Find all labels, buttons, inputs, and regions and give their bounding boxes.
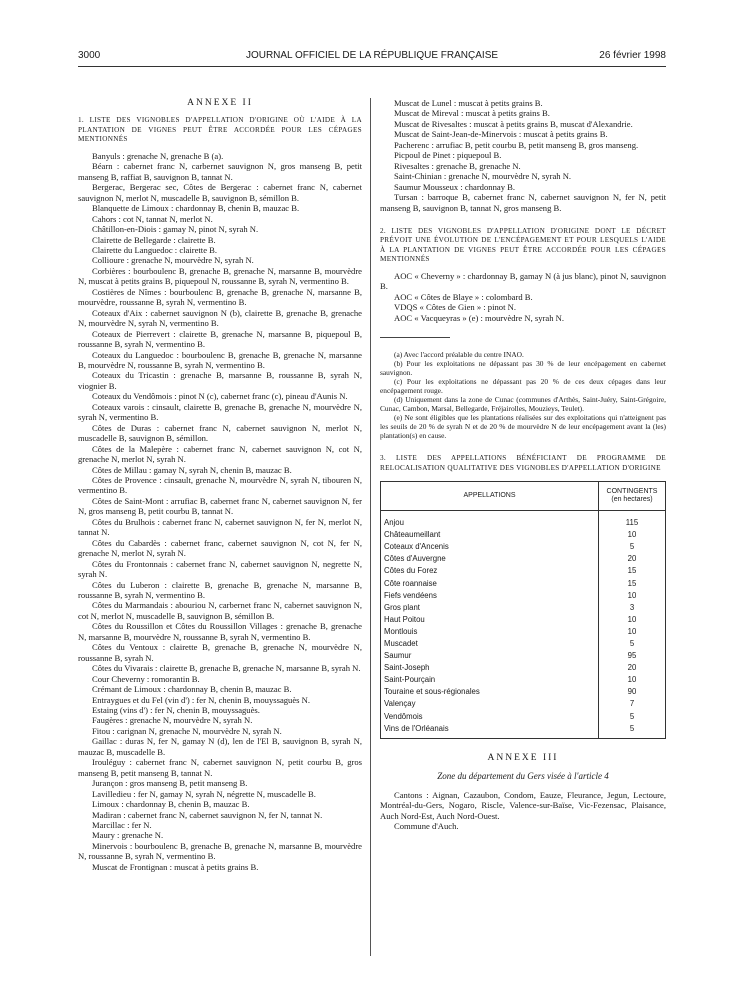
aoc-entry: VDQS « Côtes de Gien » : pinot N.	[394, 302, 516, 313]
annexe-iii-title: ANNEXE III	[487, 752, 559, 763]
vineyard-entry: Clairette du Languedoc : clairette B.	[92, 245, 218, 256]
annexe-ii-title: ANNEXE II	[187, 98, 253, 108]
vineyard-entry: Côtes du Ventoux : clairette B, grenache B, grenache N, mourvèdre N, roussanne B, syrah N.	[78, 642, 362, 663]
vineyard-entry: Côtes du Vivarais : clairette B, grenache B, grenache N, marsanne B, syrah N.	[92, 663, 361, 674]
appellation-name: Fiefs vendéens	[381, 590, 599, 602]
footnote: (e) Ne sont éligibles que les plantations réalisées sur des exploitations qui n'atteignent pas les seuils de 20 % de syrah N et de 20 % de mourvèdre N de leur encépagement avant la (les) plantation(s) en cause.	[380, 413, 666, 441]
vineyard-entry: Muscat de Frontignan : muscat à petits grains B.	[92, 861, 259, 872]
vineyard-entry: Coteaux du Tricastin : grenache B, marsanne B, roussanne B, syrah N, viognier B.	[78, 370, 362, 391]
vineyard-entry: Côtes du Luberon : clairette B, grenache B, grenache N, marsanne B, roussanne B, syrah N, vermentino B.	[78, 579, 362, 600]
col-header-contingents: CONTINGENTS (en hectares)	[599, 482, 666, 511]
contingent-value: 3	[599, 602, 666, 614]
right-column	[380, 98, 666, 832]
left-column	[78, 98, 362, 872]
footnote: (a) Avec l'accord préalable du centre INAO.	[394, 350, 524, 360]
column-divider	[370, 98, 371, 956]
appellation-name: Vendômois	[381, 711, 599, 723]
vineyard-entry: Côtes du Marmandais : abouriou N, carbernet franc N, cabernet sauvignon N, cot N, merlot N, muscadelle B, sauvignon B, sémillon B.	[78, 600, 362, 621]
appellation-name: Montlouis	[381, 626, 599, 638]
vineyard-entry: Pacherenc : arrufiac B, petit courbu B, petit manseng B, gros manseng.	[394, 139, 639, 150]
footnote: (d) Uniquement dans la zone de Cunac (communes d'Arthès, Saint-Juéry, Saint-Grégoire, Cunac, Cambon, Marsal, Bellegarde, Fréjairolles, Mouzieys, Teulet).	[380, 395, 666, 414]
vineyard-entry: Coteaux du Languedoc : bourboulenc B, grenache B, grenache N, marsanne B, mourvèdre N, roussanne B, syrah N, vermentino B.	[78, 349, 362, 371]
table-row	[381, 711, 666, 723]
contingent-value: 95	[599, 650, 666, 662]
vineyard-entry: Côtes du Roussillon et Côtes du Roussillon Villages : grenache B, grenache N, marsanne B, mourvèdre N, roussanne B, syrah N, vermentino B.	[78, 621, 362, 642]
contingent-value: 15	[599, 578, 666, 590]
section-2-list	[380, 271, 666, 323]
vineyard-entry: Muscat de Saint-Jean-de-Minervois : muscat à petits grains B.	[394, 129, 608, 140]
vineyard-entry: Limoux : chardonnay B, chenin B, mauzac B.	[92, 799, 250, 810]
appellation-name: Gros plant	[381, 602, 599, 614]
vineyard-entry: Rivesaltes : grenache B, grenache N.	[394, 160, 521, 171]
footnote: (b) Pour les exploitations ne dépassant pas 30 % de leur encépagement en cabernet sauvignon.	[380, 359, 666, 378]
vineyard-entry: Côtes de Duras : cabernet franc N, cabernet sauvignon N, merlot N, muscadelle B, sauvignon B, sémillon.	[78, 422, 362, 444]
table-row	[381, 541, 666, 553]
vineyard-entry: Côtes de Saint-Mont : arrufiac B, cabernet franc N, cabernet sauvignon N, fer N, gros manseng B, petit courbu B, tannat N.	[78, 495, 362, 517]
vineyard-entry: Minervois : bourboulenc B, grenache B, grenache N, marsanne B, mourvèdre N, roussanne B, syrah N, vermentino B.	[78, 840, 362, 862]
table-row	[381, 662, 666, 674]
vineyard-entry: Saint-Chinian : grenache N, mourvèdre N, syrah N.	[394, 171, 572, 182]
vineyard-entry: Costières de Nîmes : bourboulenc B, grenache B, grenache N, marsanne B, mourvèdre, roussanne B, syrah N, vermentino B.	[78, 286, 362, 308]
vineyard-entry: Bergerac, Bergerac sec, Côtes de Bergerac : cabernet franc N, cabernet sauvignon N, merlot N, muscadelle B, sauvignon B, sémillon B.	[78, 182, 362, 203]
contingent-value: 10	[599, 590, 666, 602]
table-row	[381, 602, 666, 614]
section-3-title: 3. LISTE DES APPELLATIONS BÉNÉFICIANT DE PROGRAMME DE RELOCALISATION QUALITATIVE DES VIGNOBLES D'APPELLATION D'ORIGINE	[380, 454, 666, 472]
vineyard-entry: Coteaux varois : cinsault, clairette B, grenache B, grenache N, mourvèdre N, syrah N, vermentino B.	[78, 401, 362, 423]
vineyard-entry: Marcillac : fer N.	[92, 819, 152, 830]
zone-title: Zone du département du Gers visée à l'article 4	[437, 771, 609, 782]
vineyard-list-right	[380, 98, 666, 213]
appellation-name: Châteaumeillant	[381, 529, 599, 541]
vineyard-entry: Côtes du Frontonnais : cabernet franc N, cabernet sauvignon N, negrette N, syrah N.	[78, 558, 362, 580]
vineyard-entry: Muscat de Lunel : muscat à petits grains B.	[394, 98, 543, 108]
vineyard-entry: Coteaux du Vendômois : pinot N (c), cabernet franc (c), pineau d'Aunis N.	[92, 391, 348, 402]
vineyard-entry: Côtes du Cabardès : cabernet franc, cabernet sauvignon N, cot N, fer N, grenache N, merlot N, syrah N.	[78, 537, 362, 559]
table-row	[381, 650, 666, 662]
table-row	[381, 554, 666, 566]
appellation-name: Côte roannaise	[381, 578, 599, 590]
contingent-value: 15	[599, 566, 666, 578]
vineyard-entry: Gaillac : duras N, fer N, gamay N (d), len de l'El B, sauvignon B, syrah N, mauzac B, muscadelle B.	[78, 736, 362, 757]
page-number: 3000	[78, 50, 101, 61]
table-row	[381, 578, 666, 590]
vineyard-entry: Faugères : grenache N, mourvèdre N, syrah N.	[92, 715, 253, 726]
vineyard-entry: Collioure : grenache N, mourvèdre N, syrah N.	[92, 255, 254, 266]
appellation-name: Saumur	[381, 650, 599, 662]
vineyard-list-left	[78, 151, 362, 872]
aoc-entry: AOC « Cheverny » : chardonnay B, gamay N (à jus blanc), pinot N, sauvignon B.	[380, 270, 666, 292]
table-row	[381, 529, 666, 541]
col-header-appellations: APPELLATIONS	[381, 482, 599, 511]
contingent-value: 10	[599, 674, 666, 686]
vineyard-entry: Béarn : cabernet franc N, carbernet sauvignon N, gros manseng B, petit manseng B, raffiat B, sauvignon B, tannat N.	[78, 161, 362, 182]
vineyard-entry: Côtes de Millau : gamay N, syrah N, chenin B, mauzac B.	[92, 464, 292, 475]
table-row	[381, 638, 666, 650]
vineyard-entry: Fitou : carignan N, grenache N, mourvèdre N, syrah N.	[92, 725, 282, 736]
vineyard-entry: Côtes du Brulhois : cabernet franc N, cabernet sauvignon N, fer N, merlot N, tannat N.	[78, 516, 362, 538]
appellation-name: Muscadet	[381, 638, 599, 650]
vineyard-entry: Côtes de Provence : cinsault, grenache N, mourvèdre N, syrah N, tibouren N, vermentino B.	[78, 475, 362, 496]
contingent-value: 20	[599, 662, 666, 674]
vineyard-entry: Maury : grenache N.	[92, 830, 164, 841]
table-row	[381, 590, 666, 602]
table-row	[381, 614, 666, 626]
appellation-name: Côtes du Forez	[381, 566, 599, 578]
section-2-title: 2. LISTE DES VIGNOBLES D'APPELLATION D'ORIGINE DONT LE DÉCRET PRÉVOIT UNE ÉVOLUTION DE L'ENCÉPAGEMENT ET POUR LESQUELS L'AIDE À LA PLANTATION DE VIGNES PEUT ÊTRE ACCORDÉE POUR LES CÉPAGES MENTIONNÉS	[380, 226, 666, 264]
vineyard-entry: Muscat de Rivesaltes : muscat à petits grains B, muscat d'Alexandrie.	[394, 118, 633, 129]
vineyard-entry: Blanquette de Limoux : chardonnay B, chenin B, mauzac B.	[92, 203, 300, 214]
section-1-title: 1. LISTE DES VIGNOBLES D'APPELLATION D'ORIGINE OÙ L'AIDE À LA PLANTATION DE VIGNES PEUT ÊTRE ACCORDÉE POUR LES CÉPAGES MENTIONNÉS	[78, 116, 362, 144]
vineyard-entry: Banyuls : grenache N, grenache B (a).	[92, 150, 224, 161]
table-row	[381, 699, 666, 711]
contingent-value: 5	[599, 638, 666, 650]
vineyard-entry: Corbières : bourboulenc B, grenache B, grenache N, marsanne B, mourvèdre N, muscat à petits grains B, piquepoul N, roussanne B, syrah N, vermentino B.	[78, 265, 362, 287]
table-row	[381, 566, 666, 578]
header-rule	[78, 66, 666, 67]
contingent-value: 90	[599, 687, 666, 699]
contingent-value: 115	[599, 511, 666, 530]
aoc-entry: AOC « Vacqueyras » (e) : mourvèdre N, syrah N.	[394, 312, 564, 323]
vineyard-entry: Estaing (vins d') : fer N, chenin B, mouyssaguès.	[92, 704, 260, 715]
footnote-rule	[380, 337, 450, 338]
appellation-name: Anjou	[381, 511, 599, 530]
table-row	[381, 511, 666, 530]
contingent-value: 10	[599, 626, 666, 638]
vineyard-entry: Coteaux d'Aix : cabernet sauvignon N (b), clairette B, grenache B, grenache N, mourvèdre N, syrah N, vermentino B.	[78, 307, 362, 329]
contingent-value: 10	[599, 614, 666, 626]
contingents-table	[380, 481, 666, 739]
commune-paragraph: Commune d'Auch.	[394, 821, 459, 832]
vineyard-entry: Muscat de Mireval : muscat à petits grains B.	[394, 108, 550, 119]
vineyard-entry: Clairette de Bellegarde : clairette B.	[92, 234, 216, 245]
contingent-value: 5	[599, 723, 666, 739]
vineyard-entry: Lavilledieu : fer N, gamay N, syrah N, négrette N, muscadelle B.	[92, 788, 316, 799]
footnotes	[380, 350, 666, 440]
appellation-name: Côtes d'Auvergne	[381, 554, 599, 566]
vineyard-entry: Entraygues et du Fel (vin d') : fer N, chenin B, mouyssaguès N.	[92, 694, 311, 705]
contingent-value: 10	[599, 529, 666, 541]
contingent-value: 7	[599, 699, 666, 711]
appellation-name: Valençay	[381, 699, 599, 711]
vineyard-entry: Coteaux de Pierrevert : clairette B, grenache N, marsanne B, piquepoul B, roussanne B, syrah N, vermentino B.	[78, 328, 362, 350]
table-row	[381, 674, 666, 686]
table-row	[381, 687, 666, 699]
appellation-name: Touraine et sous-régionales	[381, 687, 599, 699]
contingent-value: 5	[599, 541, 666, 553]
aoc-entry: AOC « Côtes de Blaye » : colombard B.	[394, 291, 533, 302]
vineyard-entry: Tursan : barroque B, cabernet franc N, cabernet sauvignon N, fer N, petit manseng B, sauvignon B, tannat N, gros manseng B.	[380, 192, 666, 213]
vineyard-entry: Côtes de la Malepère : cabernet franc N, cabernet sauvignon N, cot N, grenache N, merlot N, syrah N.	[78, 443, 362, 465]
appellation-name: Haut Poitou	[381, 614, 599, 626]
publication-date: 26 février 1998	[599, 50, 666, 61]
cantons-paragraph: Cantons : Aignan, Cazaubon, Condom, Eauze, Fleurance, Jegun, Lectoure, Montréal-du-Gers, Nogaro, Riscle, Valence-sur-Baïse, Vic-Fezensac, Plaisance, Auch Nord-Est, Auch Nord-Ouest.	[380, 789, 666, 821]
vineyard-entry: Jurançon : gros manseng B, petit manseng B.	[92, 778, 248, 789]
vineyard-entry: Madiran : cabernet franc N, cabernet sauvignon N, fer N, tannat N.	[92, 809, 323, 820]
vineyard-entry: Picpoul de Pinet : piquepoul B.	[394, 150, 502, 161]
appellation-name: Coteaux d'Ancenis	[381, 541, 599, 553]
vineyard-entry: Châtillon-en-Diois : gamay N, pinot N, syrah N.	[92, 224, 259, 235]
page-header	[78, 50, 666, 64]
vineyard-entry: Cahors : cot N, tannat N, merlot N.	[92, 213, 213, 224]
table-row	[381, 723, 666, 739]
footnote: (c) Pour les exploitations ne dépassant pas 20 % de ces deux cépages dans leur encépagement rouge.	[380, 377, 666, 396]
vineyard-entry: Cour Cheverny : romorantin B.	[92, 673, 200, 684]
journal-title: JOURNAL OFFICIEL DE LA RÉPUBLIQUE FRANÇAISE	[245, 50, 499, 61]
contingent-value: 5	[599, 711, 666, 723]
vineyard-entry: Crémant de Limoux : chardonnay B, chenin B, mauzac B.	[92, 684, 292, 695]
vineyard-entry: Irouléguy : cabernet franc N, cabernet sauvignon N, petit courbu B, gros manseng B, petit manseng B, tannat N.	[78, 757, 362, 778]
vineyard-entry: Saumur Mousseux : chardonnay B.	[394, 181, 516, 192]
appellation-name: Saint-Joseph	[381, 662, 599, 674]
contingent-value: 20	[599, 554, 666, 566]
appellation-name: Vins de l'Orléanais	[381, 723, 599, 739]
appellation-name: Saint-Pourçain	[381, 674, 599, 686]
table-row	[381, 626, 666, 638]
